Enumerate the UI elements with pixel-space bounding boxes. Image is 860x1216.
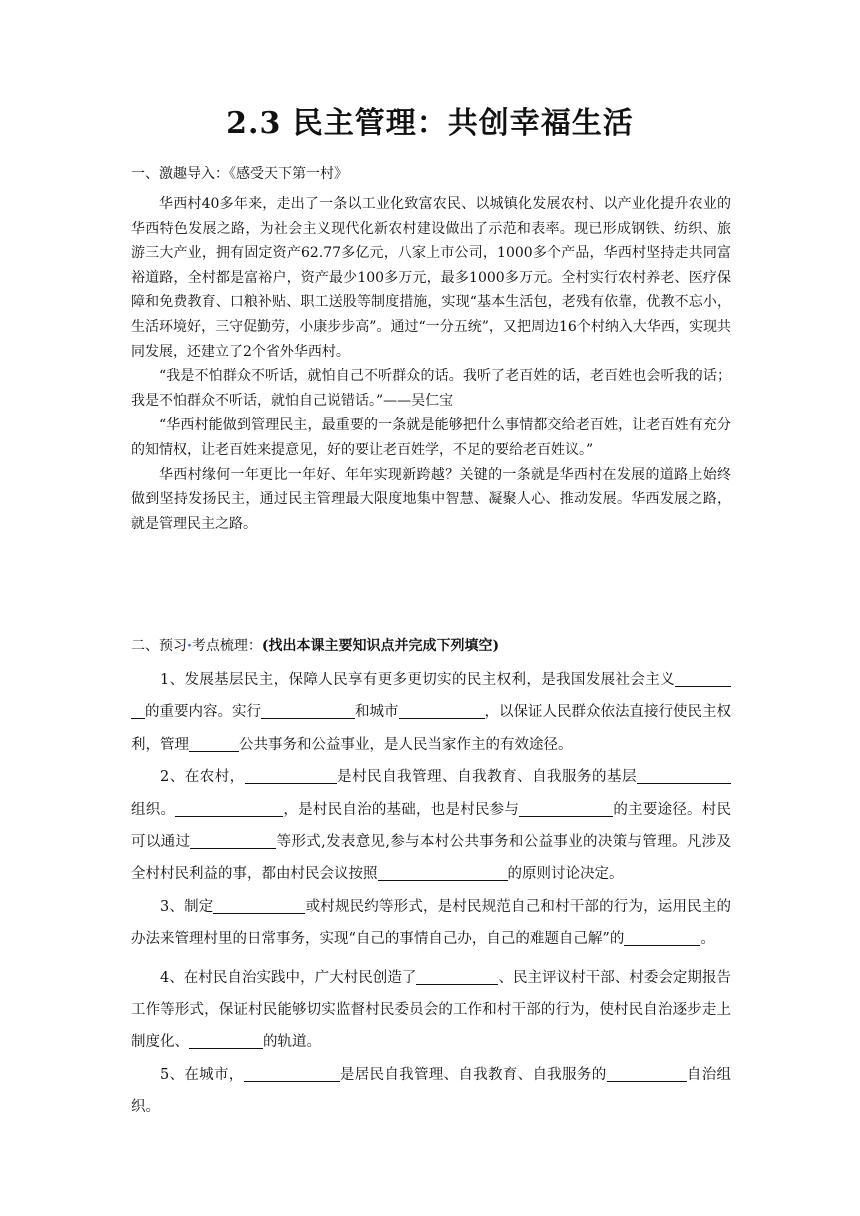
q2-blank-4 (519, 800, 613, 817)
q2-text-b: 是村民自我管理、自我教育、自我服务的基层 (336, 769, 638, 786)
q2-blank-2a (637, 767, 723, 784)
q2-text-a: 2、在农村， (160, 769, 245, 786)
fill-in-questions (131, 664, 731, 1124)
heading-mid: 考点梳理： (191, 638, 262, 654)
quote-paragraph: “华西村能做到管理民主，最重要的一条就是能够把什么事情都交给老百姓，让老百姓有充分的知情权，让老百姓来提意见，好的要让老百姓学，不足的要给老百姓议。” (131, 417, 731, 458)
intro-paragraph: 华西村40多年来，走出了一条以工业化致富农民、以城镇化发展农村、以产业化提升农业的华西特色发展之路，为社会主义现代化新农村建设做出了示范和表率。现已形成钢铁、纺织、旅游三大产业，拥有固定资产62.77多亿元，八家上市公司，1000多个产品，华西村坚持走共同富裕道路，全村都是富裕户，资产最少100多万元，最多1000多万元。全村实行农村养老、医疗保障和免费教育、口粮补贴、职工送股等制度措施，实现“基本生活包，老残有依靠，优教不忘小，生活环境好，三守促勤劳，小康步步高”。通过“一分五统”，又把周边16个村纳入大华西，实现共同发展，还建立了2个省外华西村。 (131, 196, 731, 360)
question-5 (131, 1059, 731, 1124)
q4-text-a: 4、在村民自治实践中，广大村民创造了 (160, 969, 417, 986)
q3-text-c: 。 (700, 931, 715, 948)
q1-blank-2 (261, 702, 355, 719)
q2-text-g: 的原则讨论决定。 (507, 866, 624, 883)
q2-blank-5 (190, 832, 276, 849)
q1-blank-4 (189, 735, 239, 752)
q5-blank-2 (607, 1065, 687, 1082)
intro-passage (131, 192, 731, 536)
q2-text-f: 等形式,发表意见,参与本村公共事务和公益事业的决策与管理。凡涉及全村村民利益的事，都由村民会议按照 (131, 834, 732, 883)
q1-blank-1b (131, 702, 145, 719)
q2-text-d: ，是村民自治的基础，也是村民参与 (283, 801, 520, 818)
question-1 (131, 664, 731, 761)
conclusion-paragraph: 华西村缘何一年更比一年好、年年实现新跨越？关键的一条就是华西村在发展的道路上始终做到坚持发扬民主，通过民主管理最大限度地集中智慧、凝聚人心、推动发展。华西发展之路，就是管理民主之路。 (131, 466, 731, 532)
q1-text-e: 公共事务和公益事业，是人民当家作主的有效途径。 (239, 736, 573, 753)
heading-prefix: 二、预习 (131, 638, 187, 654)
q1-blank-3 (399, 702, 485, 719)
q1-text-b: 的重要内容。实行 (145, 704, 261, 721)
q3-blank-1 (213, 897, 305, 914)
quote-paragraph: “我是不怕群众不听话，就怕自己不听群众的话。我听了老百姓的话，老百姓也会听我的话；我是不怕群众不听话，就怕自己说错话。”——吴仁宝 (131, 368, 731, 409)
q2-blank-3 (175, 800, 283, 817)
heading-dot: · (187, 638, 192, 654)
q1-blank-1a (675, 670, 731, 687)
q3-blank-2a (624, 929, 682, 946)
question-2 (131, 761, 731, 891)
q4-text-c: 的轨道。 (263, 1034, 321, 1051)
section-heading-review (131, 636, 499, 656)
q3-blank-2b (682, 929, 700, 946)
q3-text-a: 3、制定 (160, 898, 214, 915)
q1-text-c: 和城市 (355, 704, 399, 721)
q2-text-c: 组织。 (131, 801, 176, 818)
page-title: 2.3 民主管理：共创幸福生活 (226, 106, 634, 141)
q2-blank-1 (245, 767, 337, 784)
q5-text-b: 是居民自我管理、自我教育、自我服务的 (339, 1066, 607, 1083)
q4-blank-2 (189, 1032, 263, 1049)
q4-text-b: 、民主评议村干部、村委会定期报告工作等形式，保证村民能够切实监督村民委员会的工作和村干部的行为，使村民自治逐步走上制度化、 (131, 969, 732, 1051)
q2-blank-6 (378, 864, 508, 881)
heading-instruction: (找出本课主要知识点并完成下列填空) (261, 638, 500, 654)
q2-blank-2b (723, 767, 731, 784)
q5-text-a: 5、在城市， (160, 1066, 244, 1083)
question-3 (131, 891, 731, 956)
q4-blank-1 (416, 968, 498, 985)
q3-text-b: 或村规民约等形式，是村民规范自己和村干部的行为，运用民主的办法来管理村里的日常事务，实现“自己的事情自己办，自己的难题自己解”的 (131, 898, 732, 948)
q1-text-a: 1、发展基层民主，保障人民享有更多更切实的民主权利，是我国发展社会主义 (160, 672, 675, 688)
section-heading-intro: 一、激趣导入：《感受天下第一村》 (131, 166, 348, 182)
q5-blank-1 (244, 1065, 340, 1082)
q5-text-c: 自治组织。 (131, 1066, 732, 1116)
question-4 (131, 962, 731, 1059)
q2-text-e: 的主要途径。村民可以通过 (131, 801, 732, 851)
q1-text-d: ，以保证人民群众依法直接行使民主权利，管理 (131, 704, 731, 753)
